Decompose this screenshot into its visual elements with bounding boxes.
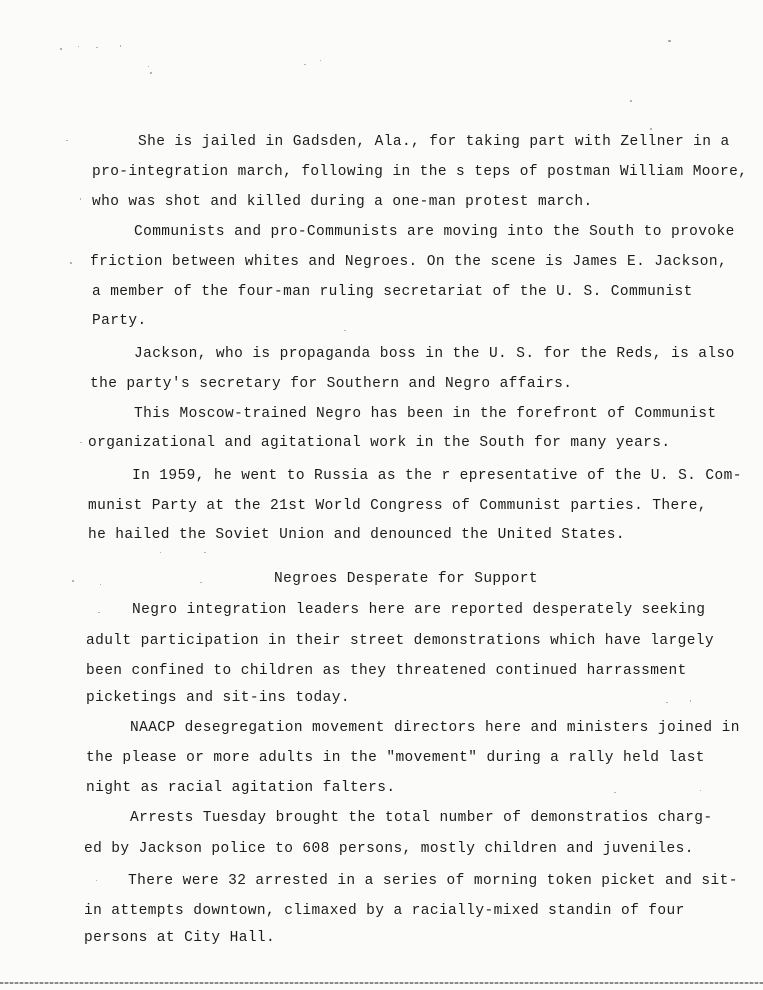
- paragraph-line: adult participation in their street demonstrations which have largely: [86, 633, 714, 649]
- paragraph-line: This Moscow-trained Negro has been in the forefront of Communist: [134, 406, 717, 422]
- paragraph-line: night as racial agitation falters.: [86, 780, 396, 796]
- paragraph-line: been confined to children as they threatened continued harrassment: [86, 663, 687, 679]
- paragraph-line: the party's secretary for Southern and Negro affairs.: [90, 376, 573, 392]
- paragraph-line: Communists and pro-Communists are moving into the South to provoke: [134, 224, 735, 240]
- paragraph-line: Negro integration leaders here are reported desperately seeking: [132, 602, 706, 618]
- paragraph-line: who was shot and killed during a one-man protest march.: [92, 194, 593, 210]
- paragraph-line: a member of the four-man ruling secretariat of the U. S. Communist: [92, 284, 693, 300]
- section-heading: Negroes Desperate for Support: [274, 571, 538, 587]
- paragraph-line: in attempts downtown, climaxed by a racially-mixed standin of four: [84, 903, 685, 919]
- paragraph-line: In 1959, he went to Russia as the r epresentative of the U. S. Com-: [132, 468, 742, 484]
- paragraph-line: friction between whites and Negroes. On the scene is James E. Jackson,: [90, 254, 728, 270]
- paragraph-line: Jackson, who is propaganda boss in the U. S. for the Reds, is also: [134, 346, 735, 362]
- paragraph-line: munist Party at the 21st World Congress of Communist parties. There,: [88, 498, 707, 514]
- paragraph-line: pro-integration march, following in the s teps of postman William Moore,: [92, 164, 748, 180]
- paragraph-line: There were 32 arrested in a series of morning token picket and sit-: [128, 873, 738, 889]
- paragraph-line: Party.: [92, 313, 147, 329]
- paragraph-line: he hailed the Soviet Union and denounced the United States.: [88, 527, 625, 543]
- paragraph-line: persons at City Hall.: [84, 930, 276, 946]
- paragraph-line: the please or more adults in the "movement" during a rally held last: [86, 750, 705, 766]
- paragraph-line: She is jailed in Gadsden, Ala., for taking part with Zellner in a: [138, 134, 730, 150]
- paragraph-line: organizational and agitational work in the South for many years.: [88, 435, 671, 451]
- paragraph-line: Arrests Tuesday brought the total number of demonstratios charg-: [130, 810, 713, 826]
- paragraph-line: picketings and sit-ins today.: [86, 690, 350, 706]
- bottom-edge-rule: [0, 982, 763, 984]
- paragraph-line: ed by Jackson police to 608 persons, mostly children and juveniles.: [84, 841, 694, 857]
- paragraph-line: NAACP desegregation movement directors here and ministers joined in: [130, 720, 740, 736]
